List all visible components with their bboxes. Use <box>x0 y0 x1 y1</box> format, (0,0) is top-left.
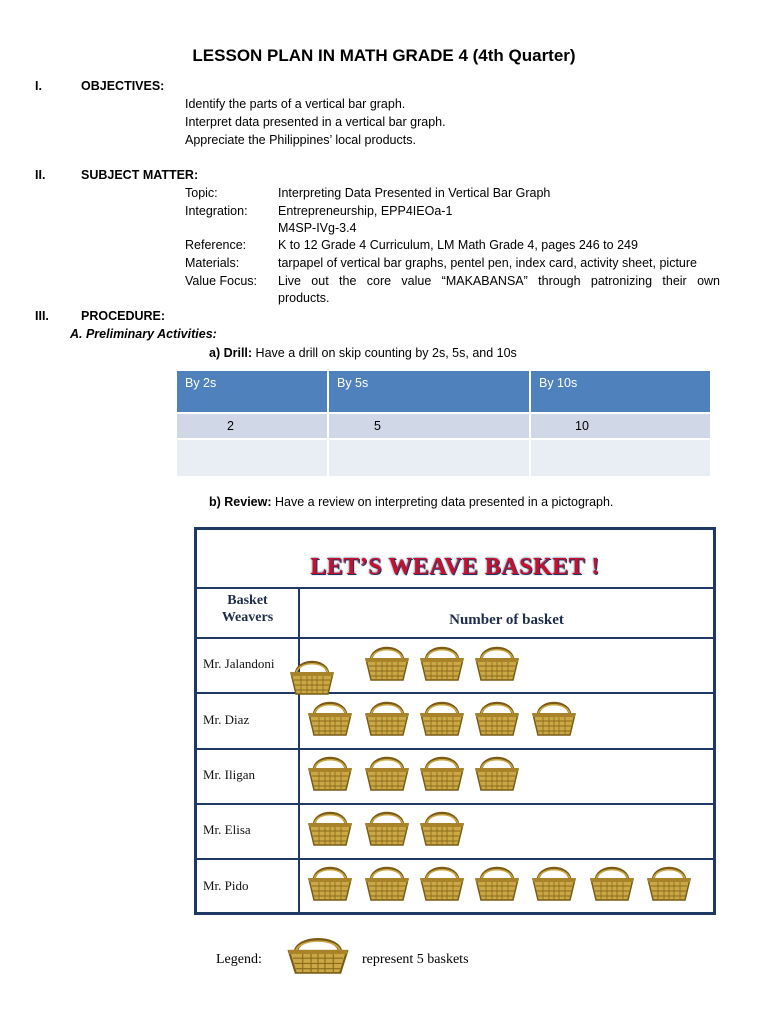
objective-item: Identify the parts of a vertical bar graph. <box>185 97 406 111</box>
legend-text: represent 5 baskets <box>362 952 469 967</box>
table-header: By 10s <box>530 371 710 413</box>
table-cell <box>177 439 328 476</box>
table-cell: 2 <box>177 413 328 439</box>
weaver-name: Mr. Diaz <box>203 712 250 727</box>
basket-icon <box>531 697 577 737</box>
field-value: Live out the core value “MAKABANSA” through patronizing their own <box>278 274 720 288</box>
subsection-heading: A. Preliminary Activities: <box>70 327 217 341</box>
weaver-name: Mr. Elisa <box>203 822 251 837</box>
section-heading-objectives: OBJECTIVES: <box>81 79 165 93</box>
basket-icon <box>646 862 692 902</box>
weaver-name: Mr. Iligan <box>203 767 255 782</box>
table-cell <box>328 439 530 476</box>
basket-icon <box>307 752 353 792</box>
section-heading-procedure: PROCEDURE: <box>81 309 166 323</box>
pictograph <box>194 527 716 915</box>
field-value: Entrepreneurship, EPP4IEOa-1 <box>278 204 453 218</box>
basket-icon <box>419 697 465 737</box>
table-cell <box>530 439 710 476</box>
objective-item: Interpret data presented in a vertical bar graph. <box>185 115 446 129</box>
basket-icon <box>307 697 353 737</box>
basket-icon <box>419 752 465 792</box>
section-numeral: I. <box>35 79 42 93</box>
basket-icon <box>419 807 465 847</box>
section-numeral: III. <box>35 309 49 323</box>
field-label: Topic: <box>185 186 218 200</box>
drill-instruction: a) Drill: Have a drill on skip counting by 2s, 5s, and 10s <box>209 346 517 360</box>
section-heading-subject-matter: SUBJECT MATTER: <box>81 168 199 182</box>
table-header: By 2s <box>177 371 328 413</box>
basket-icon <box>474 642 520 682</box>
review-instruction: b) Review: Have a review on interpreting data presented in a pictograph. <box>209 495 614 509</box>
weaver-name: Mr. Jalandoni <box>203 656 275 671</box>
drill-table <box>177 371 710 476</box>
basket-icon <box>474 697 520 737</box>
table-cell: 10 <box>530 413 710 439</box>
field-label: Value Focus: <box>185 274 258 288</box>
divider <box>197 692 713 694</box>
basket-icon <box>419 642 465 682</box>
column-header-weavers: Basket Weavers <box>221 593 274 625</box>
field-label: Integration: <box>185 204 248 218</box>
divider <box>197 803 713 805</box>
divider <box>197 637 713 639</box>
divider <box>298 587 300 912</box>
column-header-number: Number of basket <box>449 612 564 628</box>
field-value: Interpreting Data Presented in Vertical Bar Graph <box>278 186 551 200</box>
basket-icon <box>364 807 410 847</box>
table-cell: 5 <box>328 413 530 439</box>
basket-icon <box>364 862 410 902</box>
table-header: By 5s <box>328 371 530 413</box>
basket-icon <box>419 862 465 902</box>
basket-icon <box>364 642 410 682</box>
field-label: Materials: <box>185 256 240 270</box>
field-value: tarpapel of vertical bar graphs, pentel pen, index card, activity sheet, picture <box>278 256 697 270</box>
basket-icon <box>531 862 577 902</box>
field-value: products. <box>278 291 330 305</box>
basket-icon <box>474 752 520 792</box>
section-numeral: II. <box>35 168 46 182</box>
divider <box>197 748 713 750</box>
basket-icon <box>589 862 635 902</box>
field-value: K to 12 Grade 4 Curriculum, LM Math Grade 4, pages 246 to 249 <box>278 238 638 252</box>
basket-icon <box>307 862 353 902</box>
weaver-name: Mr. Pido <box>203 878 249 893</box>
divider <box>197 858 713 860</box>
field-value: M4SP-IVg-3.4 <box>278 221 357 235</box>
basket-icon <box>364 752 410 792</box>
legend-label: Legend: <box>216 952 262 967</box>
page-title: LESSON PLAN IN MATH GRADE 4 (4th Quarter) <box>192 46 576 65</box>
pictograph-title: LET’S WEAVE BASKET ! <box>310 554 600 580</box>
basket-icon <box>364 697 410 737</box>
basket-icon <box>307 807 353 847</box>
basket-icon <box>289 656 335 696</box>
divider <box>197 587 713 589</box>
basket-icon <box>286 933 350 975</box>
basket-icon <box>474 862 520 902</box>
objective-item: Appreciate the Philippines’ local products. <box>185 133 416 147</box>
field-label: Reference: <box>185 238 247 252</box>
